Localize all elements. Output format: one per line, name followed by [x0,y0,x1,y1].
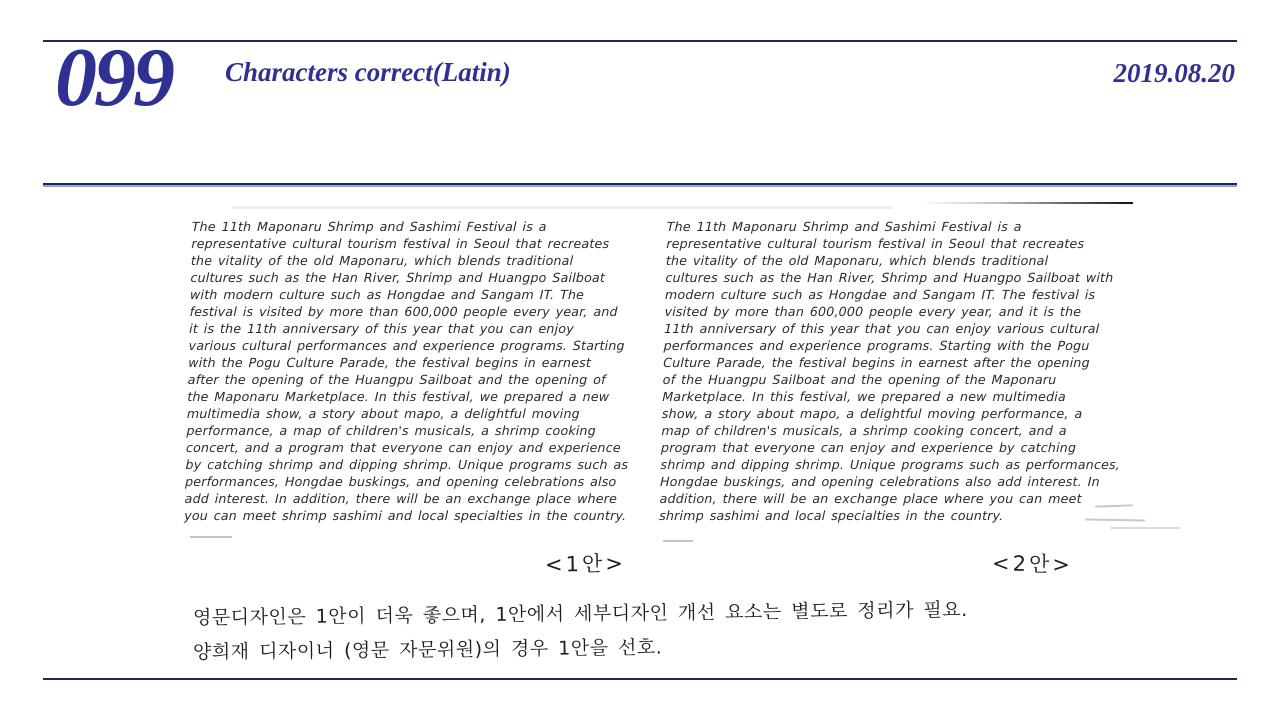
scanned-text-line: program that everyone can enjoy and experience by catching [660,440,1077,455]
scanned-text-line: show, a story about mapo, a delightful moving performance, a [661,406,1083,421]
proposal-1-text-block [184,218,644,524]
scan-artifact-caption-left [190,536,232,538]
scanned-text-line: the Maponaru Marketplace. In this festival, we prepared a new [187,389,610,404]
review-note-line-1: 영문디자인은 1안이 더욱 좋으며, 1안에서 세부디자인 개선 요소는 별도로 정리가 필요. [192,598,968,630]
scanned-text-line: Hongdae buskings, and opening celebrations also add interest. In [659,474,1100,489]
scanned-text-line: Marketplace. In this festival, we prepared a new multimedia [662,389,1067,404]
scanned-text-line: of the Huangpu Sailboat and the opening of the Maponaru [662,372,1057,387]
scanned-text-line: 11th anniversary of this year that you can enjoy various cultural [663,321,1100,336]
proposal-2-text-block [659,218,1142,524]
scanned-text-line: performances, Hongdae buskings, and opening celebrations also [184,474,617,489]
scanned-text-line: various cultural performances and experience programs. Starting [188,338,625,353]
scanned-text-line: Culture Parade, the festival begins in earnest after the opening [663,355,1090,370]
proposal-1-label: <1안> [544,551,627,577]
review-note-line-2: 양희재 디자이너 (영문 자문위원)의 경우 1안을 선호. [192,636,663,664]
scanned-text-line: after the opening of the Huangpu Sailboat and the opening of [187,372,606,387]
scanned-text-line: you can meet shrimp sashimi and local specialties in the country. [184,508,627,523]
scanned-text-line: performances and experience programs. Starting with the Pogu [663,338,1090,353]
scanned-text-line: with modern culture such as Hongdae and Sangam IT. The [189,287,585,302]
top-divider-line [43,40,1237,42]
scanned-text-line: The 11th Maponaru Shrimp and Sashimi Festival is a [191,219,547,234]
scanned-text-line: representative cultural tourism festival in Seoul that recreates [666,236,1085,251]
scanned-text-line: with the Pogu Culture Parade, the festival begins in earnest [188,355,592,370]
scanned-text-line: the vitality of the old Maponaru, which blends traditional [665,253,1049,268]
scanned-text-line: by catching shrimp and dipping shrimp. Unique programs such as [185,457,629,472]
document-number: 099 [55,31,172,124]
scan-artifact-smudge [232,206,892,209]
scanned-text-line: performance, a map of children's musicals, a shrimp cooking [186,423,597,438]
page-title: Characters correct(Latin) [225,57,511,87]
scanned-text-line: visited by more than 600,000 people every year, and it is the [664,304,1082,319]
faint-pencil-mark [1110,527,1180,529]
bottom-divider-line [43,678,1237,680]
scan-artifact-caption-right [663,540,693,542]
scanned-text-line: the vitality of the old Maponaru, which blends traditional [190,253,574,268]
scanned-text-line: shrimp sashimi and local specialties in the country. [659,508,1004,523]
scanned-text-line: it is the 11th anniversary of this year that you can enjoy [188,321,575,336]
scanned-text-line: concert, and a program that everyone can enjoy and experience [185,440,621,455]
scanned-text-line: cultures such as the Han River, Shrimp and Huangpo Sailboat [190,270,606,285]
scanned-text-line: map of children's musicals, a shrimp cooking concert, and a [661,423,1067,438]
scanned-text-line: multimedia show, a story about mapo, a delightful moving [186,406,581,421]
scanned-text-line: shrimp and dipping shrimp. Unique programs such as performances, [660,457,1121,472]
scanned-text-line: modern culture such as Hongdae and Sangam IT. The festival is [664,287,1096,302]
scanned-text-line: addition, there will be an exchange place where you can meet [659,491,1082,506]
scanned-text-line: cultures such as the Han River, Shrimp and Huangpo Sailboat with [665,270,1114,285]
header-divider-line [43,183,1237,185]
scanned-text-line: representative cultural tourism festival in Seoul that recreates [191,236,610,251]
scanned-text-line: add interest. In addition, there will be an exchange place where [184,491,618,506]
document-date: 2019.08.20 [1113,58,1235,88]
scanned-text-line: The 11th Maponaru Shrimp and Sashimi Festival is a [666,219,1022,234]
scan-artifact-edge-line [920,202,1133,204]
scanned-text-line: festival is visited by more than 600,000 people every year, and [189,304,618,319]
proposal-2-label: <2안> [991,551,1074,577]
